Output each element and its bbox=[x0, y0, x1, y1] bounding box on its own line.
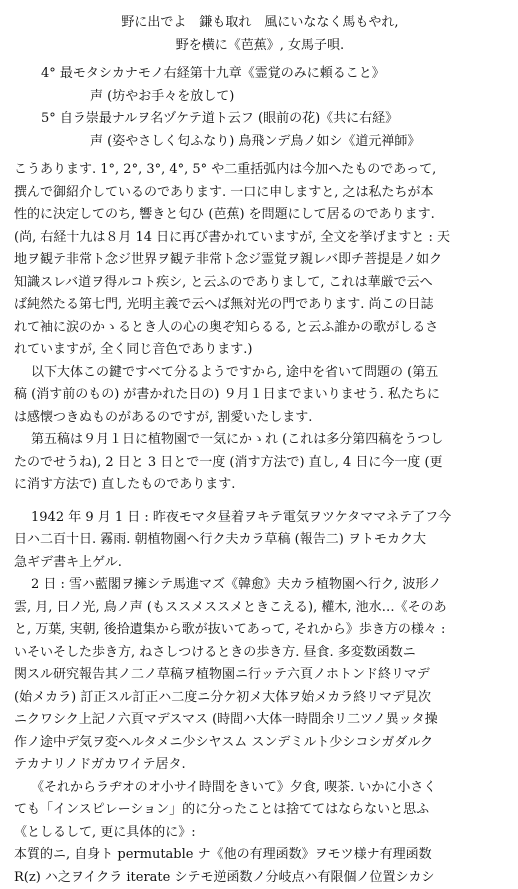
text-line: ニクワシク上記ノ六頁マデスマス (時間ハ大体一時間余リ二ツノ異ッタ操 bbox=[14, 709, 506, 732]
paragraph-3 bbox=[14, 429, 506, 497]
entry-4-title: 4° 最モタシカナモノ右経第十九章《霊覚のみに頼ること》 bbox=[14, 63, 506, 86]
text-line: 1942 年 9 月 1 日 : 昨夜モマタ昼着ヲキテ電気ヲツケタママネテ了フ今 bbox=[14, 507, 506, 530]
text-line: 地ヲ観テ非常ト念ジ世界ヲ観テ非常ト念ジ霊覚ヲ親レバ即チ菩提是ノ如ク bbox=[14, 249, 506, 272]
entry-4-voice: 声 (坊やお手々を放して) bbox=[14, 86, 506, 109]
text-line: 急ギデ書キ上ゲル. bbox=[14, 552, 506, 575]
text-line: 性的に決定してのち, 響きと匂ひ (芭蕉) を問題にして居るのであります. bbox=[14, 204, 506, 227]
text-line: 本質的ニ, 自身ト permutable ナ《他の有理函数》ヲモツ様ナ有理函数 bbox=[14, 844, 506, 867]
text-line: 雲, 月, 日ノ光, 鳥ノ声 (もススメススメときこえる), 權木, 池水…《そのあ bbox=[14, 597, 506, 620]
text-line: (始メカラ) 訂正スル訂正ハ二度ニ分ケ初メ大体ヲ始メカラ終リマデ見次 bbox=[14, 687, 506, 710]
text-line: こうあります. 1°, 2°, 3°, 4°, 5° や二重括弧内は今加へたものであって, bbox=[14, 159, 506, 182]
spacer bbox=[14, 497, 506, 507]
text-line: 知識スレバ道ヲ得ルコト疾シ, と云ふのでありまして, これは華厳で云へ bbox=[14, 272, 506, 295]
diary-sept-1 bbox=[14, 507, 506, 575]
paragraph-5 bbox=[14, 844, 506, 889]
text-line: R(z) ハ之ヲイクラ iterate シテモ逆函数ノ分岐点ハ有限個ノ位置シカシ bbox=[14, 867, 506, 889]
text-line: 撰んで御紹介しているのであります. 一口に申しますと, 之は私たちが本 bbox=[14, 182, 506, 205]
text-line: 以下大体この鍵ですべて分るようですから, 途中を省いて問題の (第五 bbox=[14, 362, 506, 385]
diary-sept-2 bbox=[14, 574, 506, 777]
text-line: は感懐つきぬものがあるのですが, 割愛いたします. bbox=[14, 407, 506, 430]
text-line: 日ハ二百十日. 霧雨. 朝植物園ヘ行ク夫カラ草稿 (報告二) ヲトモカク大 bbox=[14, 529, 506, 552]
text-line: 《それからラヂオのオ小サイ時間をきいて》夕食, 喫茶. いかに小さく bbox=[14, 777, 506, 800]
text-line: れていますが, 全く同じ音色であります.) bbox=[14, 339, 506, 362]
poem-line: 野を横に《芭蕉》, 女馬子唄. bbox=[14, 35, 506, 58]
paragraph-1 bbox=[14, 159, 506, 362]
entry-5-title: 5° 自ラ崇最ナルヲ名ヅケテ道ト云フ (眼前の花)《共に右経》 bbox=[14, 108, 506, 131]
text-line: たのでせうね), 2 日と 3 日とで一度 (消す方法で) 直し, 4 日に今一度 (更 bbox=[14, 452, 506, 475]
text-line: 稿 (消す前のもの) が書かれた日の) ９月１日までまいりませう. 私たちに bbox=[14, 384, 506, 407]
text-line: (尚, 右経十九は８月 14 日に再び書かれていますが, 全文を挙げますと : 天 bbox=[14, 227, 506, 250]
text-line: 関スル研究報告其ノ二ノ草稿ヲ植物園ニ行ッテ六頁ノホトンド終リマデ bbox=[14, 664, 506, 687]
entry-5-voice: 声 (姿やさしく匂ふなり) 鳥飛ンデ鳥ノ如シ《道元禅師》 bbox=[14, 131, 506, 154]
text-line: と, 万葉, 実朝, 後拾遺集から歌が抜いてあって, それから》歩き方の様々 : bbox=[14, 619, 506, 642]
text-line: いそいそした歩き方, ねさしつけるときの歩き方. 昼食. 多変数函数ニ bbox=[14, 642, 506, 665]
text-line: れて袖に涙のかゝるとき人の心の奥ぞ知らるる, と云ふ誰かの歌がしるさ bbox=[14, 317, 506, 340]
text-line: 《としるして, 更に具体的に》: bbox=[14, 822, 506, 845]
text-line: ても「インスピレーション」的に分ったことは捨ててはならないと思ふ bbox=[14, 799, 506, 822]
paragraph-2 bbox=[14, 362, 506, 430]
poem-line: 野に出でよ 鎌も取れ 風にいななく馬もやれ, bbox=[14, 12, 506, 35]
text-line: 第五稿は９月１日に植物園で一気にかゝれ (これは多分第四稿をうつし bbox=[14, 429, 506, 452]
text-line: ば純然たる第七門, 光明主義で云へば無対光の門であります. 尚この日誌 bbox=[14, 294, 506, 317]
text-line: テカナリノドガカワイテ居タ. bbox=[14, 754, 506, 777]
text-line: に消す方法で) 直したものであります. bbox=[14, 474, 506, 497]
text-line: 2 日 : 雪ハ藍閣ヲ擁シテ馬進マズ《韓愈》夫カラ植物園ヘ行ク, 波形ノ bbox=[14, 574, 506, 597]
text-line: 作ノ途中デ気ヲ変ヘルタメニ少シヤスム スンデミルト少シコシガダルク bbox=[14, 732, 506, 755]
